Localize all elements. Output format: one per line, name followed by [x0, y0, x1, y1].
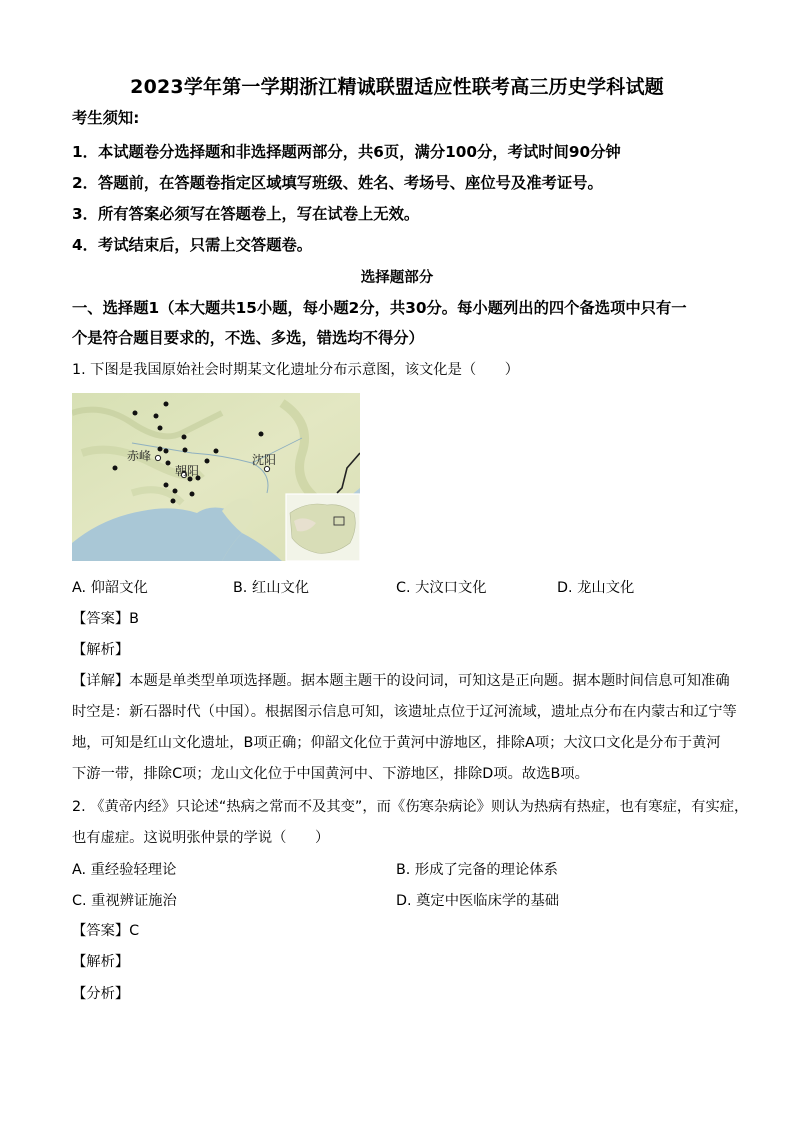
q1-option-b: B. 红山文化: [233, 580, 310, 596]
q1-answer: 【答案】B: [72, 611, 139, 627]
notice-item-2: 2．答题前，在答题卷指定区域填写班级、姓名、考场号、座位号及准考证号。: [72, 174, 603, 192]
inset-locator-map: [286, 494, 360, 561]
page-title: 2023学年第一学期浙江精诚联盟适应性联考高三历史学科试题: [130, 76, 664, 98]
q1-option-d: D. 龙山文化: [557, 580, 635, 596]
q2-option-c: C. 重视辨证施治: [72, 893, 177, 909]
notice-heading: 考生须知:: [72, 109, 140, 127]
q1-detail-line2: 时空是：新石器时代（中国）。根据图示信息可知，该遗址点位于辽河流域，遗址点分布在内蒙古和辽宁等: [72, 704, 737, 720]
map-label-shenyang: 沈阳: [252, 453, 277, 467]
part1-instructions-line1: 一、选择题1（本大题共15小题，每小题2分，共30分。每小题列出的四个备选项中只有一: [72, 299, 687, 317]
q2-answer: 【答案】C: [72, 923, 140, 939]
map-label-chifeng: 赤峰: [127, 449, 152, 463]
q2-stem-line2: 也有虚症。这说明张仲景的学说（ ）: [72, 830, 330, 846]
q1-option-a: A. 仰韶文化: [72, 580, 148, 596]
q2-option-d: D. 奠定中医临床学的基础: [396, 893, 560, 909]
map-label-chaoyang: 朝阳: [175, 464, 200, 478]
map-figure: [72, 393, 360, 561]
q2-option-b: B. 形成了完备的理论体系: [396, 862, 558, 878]
q1-option-c: C. 大汶口文化: [396, 580, 487, 596]
notice-item-4: 4．考试结束后，只需上交答题卷。: [72, 236, 313, 254]
q2-analysis-label: 【解析】: [72, 954, 130, 970]
q2-stem-line1: 2. 《黄帝内经》只论述“热病之常而不及其变”，而《伤寒杂病论》则认为热病有热症，也有寒症，有实症，: [72, 799, 749, 815]
q2-analysis-sub: 【分析】: [72, 986, 130, 1002]
part1-instructions-line2: 个是符合题目要求的，不选、多选，错选均不得分）: [72, 329, 424, 347]
q1-stem: 1. 下图是我国原始社会时期某文化遗址分布示意图，该文化是（ ）: [72, 362, 520, 378]
notice-item-1: 1．本试题卷分选择题和非选择题两部分，共6页，满分100分，考试时间90分钟: [72, 143, 621, 161]
q1-detail-line4: 下游一带，排除C项；龙山文化位于中国黄河中、下游地区，排除D项。故选B项。: [72, 766, 589, 782]
q1-detail-line3: 地，可知是红山文化遗址，B项正确；仰韶文化位于黄河中游地区，排除A项；大汶口文化是分布于黄河: [72, 735, 721, 751]
notice-item-3: 3．所有答案必须写在答题卷上，写在试卷上无效。: [72, 205, 420, 223]
q1-analysis-label: 【解析】: [72, 642, 130, 658]
q1-detail-line1: 【详解】本题是单类型单项选择题。据本题主题干的设问词，可知这是正向题。据本题时间信息可知准确: [72, 673, 730, 689]
q2-option-a: A. 重经验轻理论: [72, 862, 177, 878]
section-title: 选择题部分: [360, 270, 434, 286]
hongshan-site-map: [72, 393, 360, 561]
